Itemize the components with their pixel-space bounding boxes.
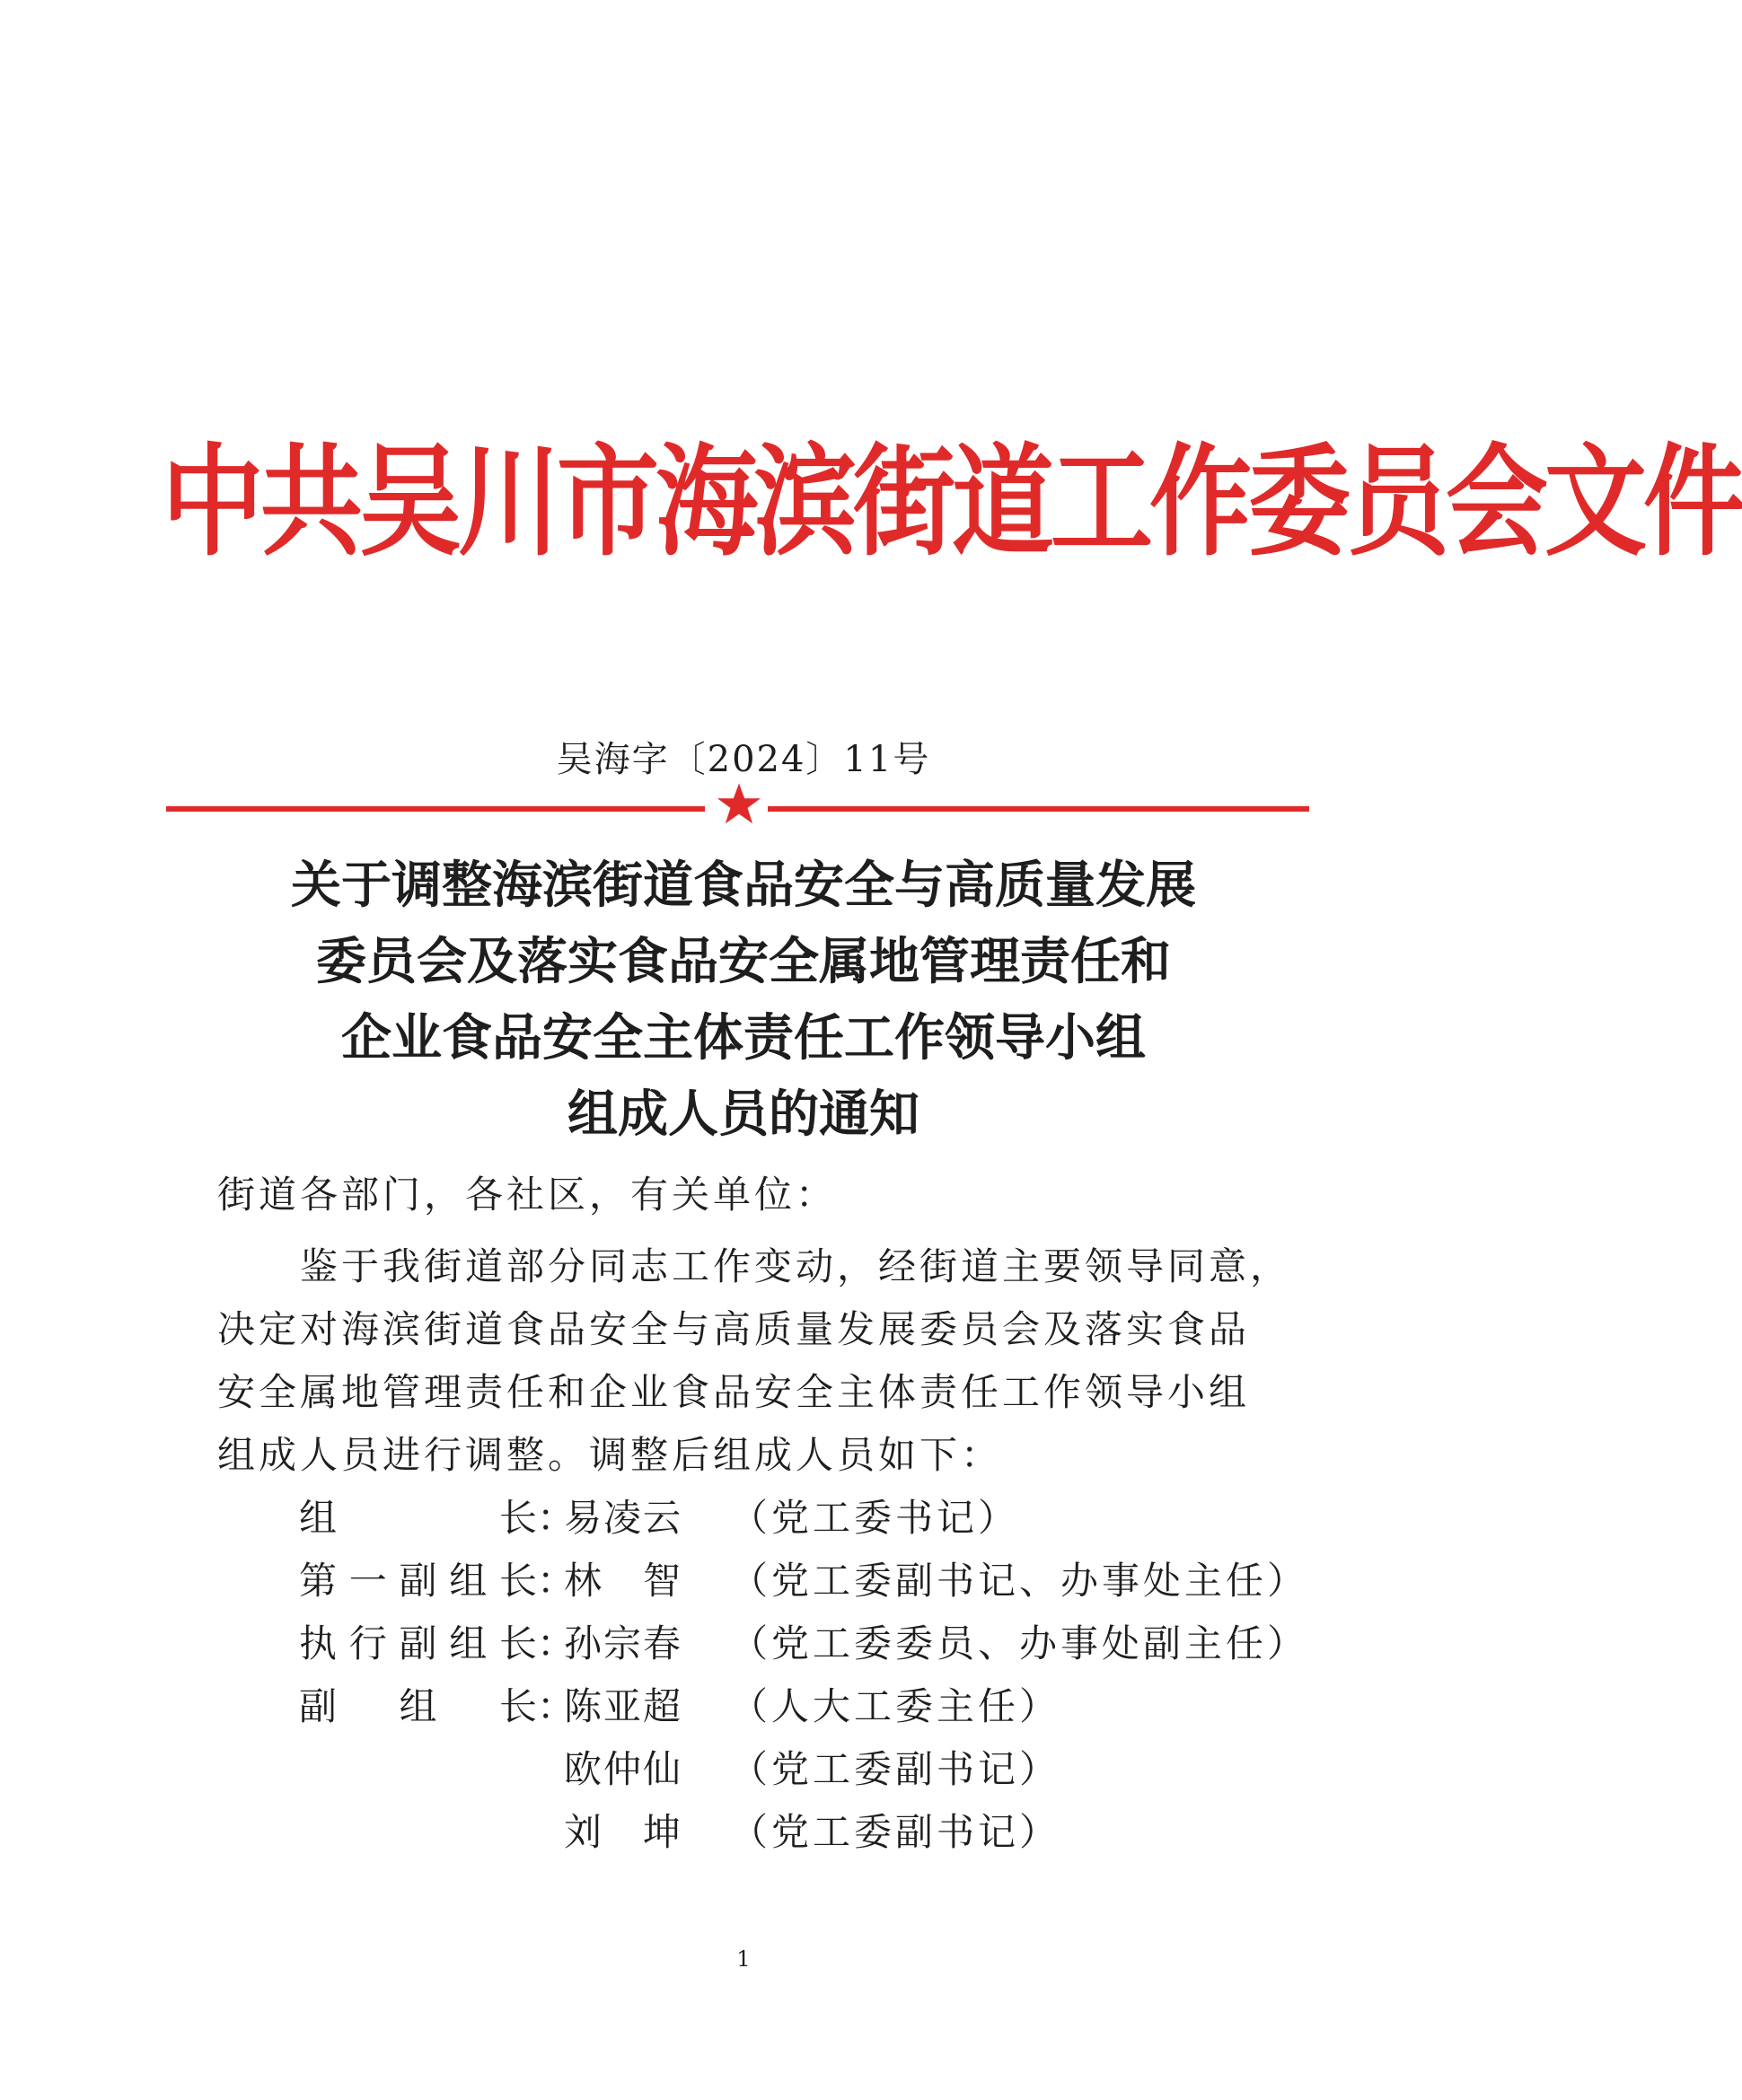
- member-row: [299, 1487, 1287, 1550]
- member-row: [299, 1550, 1309, 1612]
- member-position: （党工委副书记、办事处主任）: [730, 1559, 1309, 1603]
- member-name: 林智: [564, 1559, 681, 1603]
- member-name-box: [537, 1801, 735, 1864]
- member-name: 欧仲仙: [564, 1747, 681, 1791]
- member-role: 执行副组长: [299, 1621, 537, 1665]
- body-line: 决定对海滨街道食品安全与高质量发展委员会及落实食品: [217, 1307, 1251, 1351]
- red-header-title: 中共吴川市海滨街道工作委员会文件: [162, 430, 1742, 573]
- member-name: 易凌云: [564, 1496, 681, 1540]
- role-colon: ：: [537, 1684, 576, 1728]
- red-divider-right: [768, 806, 1309, 812]
- body-line: 鉴于我街道部分同志工作变动，经街道主要领导同意，: [217, 1244, 1292, 1288]
- title-line: 关于调整海滨街道食品安全与高质量发展: [291, 856, 1196, 915]
- star-shape: [717, 783, 761, 823]
- member-position: （党工委书记）: [730, 1496, 1020, 1540]
- salutation: 街道各部门，各社区，有关单位：: [217, 1173, 838, 1217]
- member-name-box: [537, 1675, 735, 1738]
- member-row: [299, 1801, 1287, 1864]
- star-icon: [714, 779, 764, 830]
- member-name-box: [537, 1550, 735, 1612]
- role-colon: ：: [537, 1496, 576, 1540]
- member-row: [299, 1738, 1287, 1801]
- member-role: 副组长: [299, 1684, 537, 1728]
- member-position: （党工委副书记）: [730, 1747, 1061, 1791]
- body-line: 安全属地管理责任和企业食品安全主体责任工作领导小组: [217, 1370, 1251, 1414]
- member-position: （党工委副书记）: [730, 1810, 1061, 1854]
- red-divider-left: [166, 806, 705, 812]
- member-name: 孙宗春: [564, 1621, 681, 1665]
- body-line: 组成人员进行调整。调整后组成人员如下：: [217, 1433, 1003, 1477]
- notice-title: [162, 848, 1325, 1153]
- role-colon: ：: [537, 1559, 576, 1603]
- title-line: 委员会及落实食品安全属地管理责任和: [316, 932, 1171, 991]
- member-row: [299, 1675, 1287, 1738]
- page-number: 1: [736, 1946, 751, 1972]
- title-line: 企业食品安全主体责任工作领导小组: [341, 1008, 1146, 1068]
- document-number: 吴海字〔2024〕11号: [556, 739, 931, 780]
- member-name-box: [537, 1612, 735, 1675]
- member-name-box: [537, 1738, 735, 1801]
- member-name-box: [537, 1487, 735, 1550]
- title-line: 组成人员的通知: [567, 1085, 919, 1144]
- member-role: 组长: [299, 1496, 537, 1540]
- member-name: 刘坤: [564, 1810, 681, 1854]
- member-position: （人大工委主任）: [730, 1684, 1061, 1728]
- member-position: （党工委委员、办事处副主任）: [730, 1621, 1309, 1665]
- member-name: 陈亚超: [564, 1684, 681, 1728]
- member-row: [299, 1612, 1309, 1675]
- member-role: 第一副组长: [299, 1559, 537, 1603]
- role-colon: ：: [537, 1621, 576, 1665]
